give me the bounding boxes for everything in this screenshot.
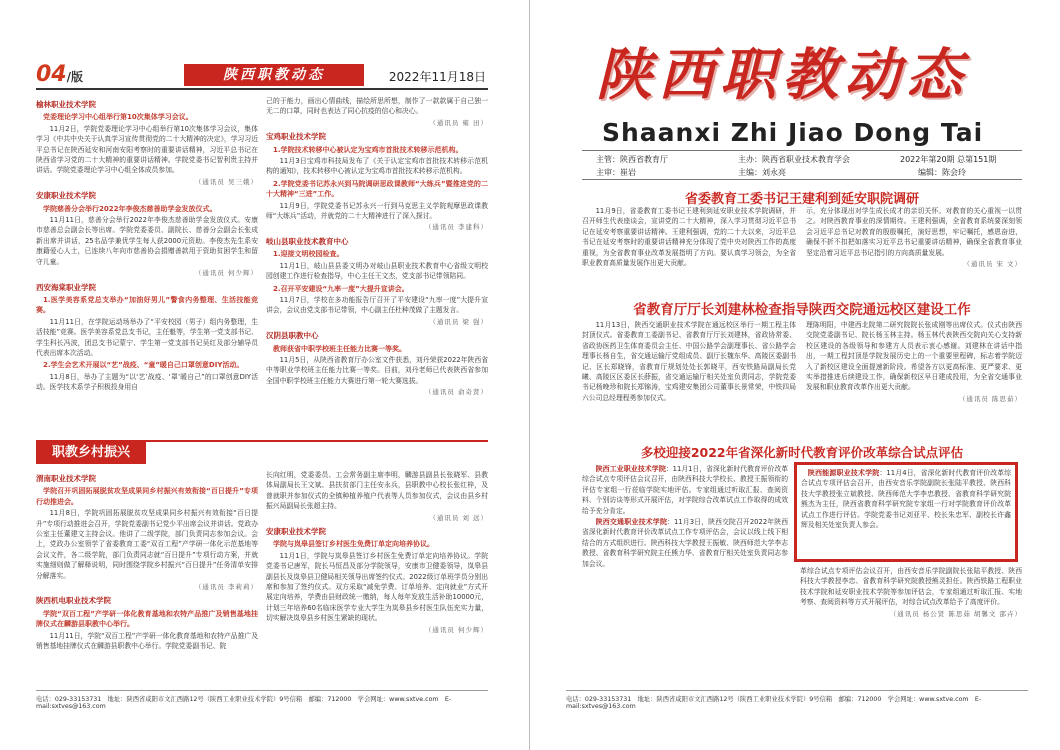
article-column (806, 320, 1022, 438)
school-name: 陕西能源职业技术学院 (807, 469, 880, 477)
school-name: 陕西机电职业技术学院 (36, 596, 111, 606)
article-body: 11月8日，举办了主题为“以‘艺’战疫、‘罩’暖自己”的口罩创意DIY活动。医学技术系学子积极投身用自 (36, 372, 258, 392)
headline: 1.学院技术转移中心被认定为宝鸡市首批技术转移示范机构。 (273, 145, 463, 154)
reporter: （通讯员 李建科） (424, 223, 488, 232)
mini-masthead: 陕西职教动态 (184, 64, 364, 86)
headline: 学院召开巩固拓展脱贫攻坚成果同乡村振兴有效衔接“百日提升”专项行动推进会。 (36, 487, 258, 506)
article-title: 省教育厅厅长刘建林检查指导陕西交院通远校区建设工作 (633, 302, 971, 318)
school-name: 安康职业技术学院 (36, 191, 96, 201)
masthead-title: 陕西职教动态 (596, 42, 968, 108)
reporter: （通讯员 雍 田） (429, 118, 488, 127)
article-body: ：11月4日，省深化新时代教育评价改革综合试点专项评估会召开，由西安音乐学院副院长张陆平教授、陕西科技大学教授张立斌教授、陕西师范大学李忠教授、省教育科学研究院熊杰为主任，陕西省教育科学研究院专家组一行对学院教育评价改革试点工作进行评估。学院党委书记刘亚平、校长朱忠军、副校长许鑫辉及相关处室负责人参会。 (801, 469, 1011, 530)
masthead (596, 36, 1010, 148)
article-body: 理陈明阳，中建西北院第二研究院院长张成刚等出席仪式。仪式由陕西交院党委副书记、院长杨玉林主持。杨玉林代表陕西交院向关心支持新校区建设的各级领导和参建方人员表示衷心感谢。刘建林在讲话中指出，一期工程封顶是学院发展历史上的一个重要里程碑，标志着学院迈入了新校区建设全面提速新阶段。希望各方以更高标准、更严要求、更实举措推进后续建设工作，确保新校区早日建成投用，为全省交通事业发展和职业教育改革作出更大贡献。 (806, 321, 1022, 392)
highlight-box (794, 462, 1018, 562)
school-name: 渭南职业技术学院 (36, 474, 96, 483)
article-body: 11月11日，学院“双百工程”产学研一体化教育基地和农特产品推广及销售基地挂牌仪式在麟游县职教中心举行。学院党委副书记、院 (36, 631, 258, 651)
news-column-2 (266, 96, 488, 436)
school-name: 汉阴县职教中心 (266, 331, 319, 341)
article-title: 多校迎接2022年省深化新时代教育评价改革综合试点评估 (640, 445, 964, 460)
organizer: 主办：陕西省职业技术教育学会 (738, 155, 850, 164)
issue-date: 2022年11月18日 (388, 70, 486, 84)
news-column-3 (36, 470, 258, 685)
school-name: 陕西交通职业技术学院 (595, 518, 668, 527)
masthead-pinyin: Shaanxi Zhi Jiao Dong Tai (602, 118, 984, 147)
page-header (36, 60, 488, 90)
article-body: ：11月1日，省深化新时代教育评价改革综合试点专项评估会议召开，由陕西科技大学校长、教授王振领衔的评估专家组一行莅临学院实地评估。专家组通过听取汇报、查阅资料、个别访谈等形式开展评估，对学院综合改革试点工作取得的成效给予充分肯定。 (582, 465, 788, 515)
article-body: 长向红明，党委委员、工会常务副主席李明，麟游县副县长张晓军、县教体局副局长王文斌、县扶贫部门主任安永兵，县职教中心校长张红梓，及曾就职并参加仪式的全镇种植养殖户代表等人员参加仪式，会议由县乡村振兴局副局长张超主持。 (266, 471, 488, 511)
headline: 2.学生会艺术开展以“艺”战疫、“童”暖自己口罩创意DIY活动。 (43, 361, 244, 370)
article-title: 省委教育工委书记王建利到延安职院调研 (684, 192, 919, 207)
right-page (530, 0, 1060, 750)
reporter: （通讯员 杨公贤 陈思茹 胡馨文 邵卉） (889, 609, 1022, 618)
headline: 学院慈善分会举行2022年李俊杰慈善助学金发放仪式。 (43, 204, 217, 213)
school-name: 宝鸡职业技术学院 (266, 132, 326, 142)
headline: 2.学院党委书记苏永兴到马院调研思政课教师“大练兵”暨推进党的二十大精神“三进”工作。 (266, 179, 488, 199)
section-ribbon (36, 440, 488, 464)
section-title: 职教乡村振兴 (36, 442, 146, 464)
page-footer: 电话：029-33153731 地址：陕西省咸阳市文汇西路12号（陕西工业职业技术学院）9号信箱 邮编：712000 学会网址：www.sxtve.com E-mail:sxtves@163.com (566, 690, 1028, 710)
news-column-4 (266, 470, 488, 685)
headline: 1.迎接文明校园检查。 (273, 250, 344, 259)
article-body: 11月11日，慈善分会举行2022年李俊杰慈善助学金发放仪式。安康市慈善总会副会长等出席。学院党委委员、副院长、慈善分会副会长张成新出席并讲话，25名品学兼优学生每人获2000元资助。李俊杰先生系安康籍爱心人士，已连续八年向市慈善协会捐赠善款用于资助贫困学生和留守儿童。 (36, 216, 258, 266)
chief-editor: 主编：刘永亮 (738, 168, 786, 177)
article-body: 11月1日，学院与岚皋县签订乡村医生免费订单定向培养协议。学院党委书记唐军，院长马恒昌及部分学院领导，安康市卫健委领导，岚皋县副县长及岚皋县卫健局相关领导出席签约仪式。2022级订单班学员分别出席和参加了签约仪式。双方采取“减免学费、订单培养、定向就业”方式开展定向培养，学费由县财政统一缴纳，每人每年发放生活补助10000元，计划三年培养60名临床医学专业大学生为岚皋县乡村医生队伍充实力量，切实解决岚皋县乡村医生紧缺的现状。 (266, 551, 488, 623)
article-body: 示，充分体现出对学生成长成才的亲切关怀。对教育的关心重视一以贯之。对陕西教育事业的深情期待。王建利强调，全省教育系统要深刻领会习近平总书记对教育的殷殷嘱托，演好思想，牢记嘱托，感恩奋进，确保不折不扣把如落实习近平总书记重要讲话精神，确保全省教育事业坚定沿着习近平总书记指引的方向高质量发展。 (806, 207, 1022, 257)
sponsor: 主管：陕西省教育厅 (596, 155, 668, 164)
school-name: 陕西工业职业技术学院 (595, 465, 666, 473)
article-body: 11月8日，学院巩固拓展脱贫攻坚成果同乡村振兴有效衔接“百日提升”专项行动推进会召开，学院党委副书记党少平出席会议并讲话。党政办公室主任董建文主持会议。他讲了二级学院，部门负责同志参加会议。会上，党政办公室领学了省委教育工委“双百工程”产学研一体化示范基地等会议文件，各二级学院，部门负责同志就“百日提升”专项行动方案，并就实施细则做了解释说明，同时围绕学院乡村振兴“百日提升”任务清单安排分解落实。 (36, 509, 258, 580)
reporter: （通讯员 俞奇贤） (424, 388, 488, 397)
editor-in-chief: 主审：崔岩 (596, 168, 636, 177)
reporter: （通讯员 李莉莉） (194, 583, 258, 592)
reporter: （通讯员 何少辉） (424, 625, 488, 634)
article-body: ：11月3日，陕西交院召开2022年陕西省深化新时代教育评价改革试点工作专项评估会，会议以线上线下相结合的方式组织进行。陕西科技大学教授王振敏、陕西师范大学李志教授、省教育科学研究院主任熊力华、省教育厅相关处室负责同志参加会议。 (582, 518, 788, 568)
reporter: （通讯员 梁 强） (429, 317, 488, 326)
article-body: 11月3日宝鸡市科技局发布了《关于认定宝鸡市首批技术转移示范机构的通知》，技术转移中心被认定为宝鸡市首批技术转移示范机构。 (266, 157, 488, 176)
school-name: 安康职业技术学院 (266, 527, 326, 537)
page-number: 04/版 (36, 62, 84, 87)
reporter: （通讯员 陈思茹） (958, 394, 1022, 403)
article-column (582, 206, 796, 292)
reporter: （通讯员 吴三娥） (194, 177, 258, 186)
article-body: 11月7日，学校在多功能报告厅召开了平安建设“九率一度”大提升宣讲会，会议由党支部书记带领，中心副主任杜种茂做了主题发言。 (266, 295, 488, 315)
article-body: 11月11日，在学院运动场举办了“平安校园（男子）组内务整理，生活技能”竞赛。医学美容系党总支书记，主任魁等，学生第一党支部书记、学生科长冯波，团总支书记蒙宁、学生第一党支部书记吴红及部分辅导员代表出席本次活动。 (36, 317, 258, 357)
article-column (806, 206, 1022, 292)
school-name: 榆林职业技术学院 (36, 100, 96, 109)
reporter: （通讯员 宋 文） (963, 260, 1022, 269)
article-body: 11月9日，学院党委书记苏永兴一行到马克思主义学院观摩思政课教师“大练兵”活动，并就党的二十大精神进行了深入探讨。 (266, 201, 488, 221)
article-body: 11月2日，学院党委理论学习中心组举行第10次集体学习会议，集体学习《中共中央关于认真学习宣传贯彻党的二十大精神的决定》，学习习近平总书记在陕西延安和河南安阳考察时的重要讲话精神，习近平总书记在陕西省学习党的二十大精神的重要讲话精神。学院党委书记智利贵主持并讲话。学院党委理论学习中心组全体成员参加。 (36, 124, 258, 175)
page-footer: 电话：029-33153731 地址：陕西省咸阳市文汇西路12号（陕西工业职业技术学院）9号信箱 邮编：712000 学会网址：www.sxtve.com E-mail:sxtves@163.com (36, 690, 488, 710)
headline: 2.召开平安建设“九率一度”大提升宣讲会。 (273, 284, 409, 293)
info-bar (582, 150, 1022, 180)
article-column (582, 320, 796, 438)
article-body: 革综合试点专项评估会议召开，由西安音乐学院副院长张陆平教授、陕西科技大学教授李忠、省教育科学研究院教授熊灵担任。陕西铁路工程职业技术学院和延安职业技术学院等参加评估会，专家组通过听取汇报、实地考察、查阅资料等方式开展评估，对综合试点改革给予了高度评价。 (800, 567, 1022, 607)
headline: 教师获省中职学校班主任能力比赛一等奖。 (273, 344, 406, 353)
article-column (582, 464, 788, 686)
issue-number: 2022年第20期 总第151期 (900, 155, 997, 164)
school-name: 西安海棠职业学院 (36, 282, 96, 292)
editor: 编辑：陈会玲 (918, 168, 966, 177)
school-name: 岐山县职业技术教育中心 (266, 236, 349, 246)
reporter: （通讯员 刘 远） (429, 513, 488, 522)
headline: 党委理论学习中心组举行第10次集体学习会议。 (43, 113, 193, 122)
reporter: （通讯员 何少辉） (194, 269, 258, 278)
article-body: 11月5日，从陕西省教育厅办公室文件获悉，刘丹荣获2022年陕西省中等职业学校班主任能力比赛一等奖。目前，刘丹老师已代表陕西省参加全国中职学校班主任能力大赛进行第一轮大赛选拔。 (266, 355, 488, 385)
headline: 1.医学美容系党总支举办“加油好男儿”警食内务整理、生活技能竞赛。 (36, 295, 258, 315)
article-body: 己的于能力，画出心情曲线，描绘所思所想，制作了一款款属于自己独一无二的口罩，同时也表达了同心抗疫的信心和决心。 (266, 97, 488, 116)
article-column (800, 566, 1022, 686)
article-body: 11月1日，岐山县县委文明办对岐山县职业技术教育中心省级文明校园创建工作进行检查指导，中心主任王文杰，党支部书记带领陪同。 (266, 261, 488, 281)
headline: 学院“双百工程”产学研一体化教育基地和农特产品推广及销售基地挂牌仪式在麟游县职教中心举行。 (36, 609, 258, 629)
article-body: 11月9日，省委教育工委书记王建利到延安职业技术学院调研，并召开师生代表座谈会，宣讲党的二十大精神，深入学习贯彻习近平总书记在延安考察重要讲话精神。王建利强调，党的二十大以来，习近平总书记在延安考察时的重要讲话精神充分体现了党中央对陕西工作的高度重视，为全省教育事业改革发展指明了方向。要认真学习领会，为全省职业教育高质量发展作出更大贡献。 (582, 207, 796, 268)
article-body: 11月13日，陕西交通职业技术学院在通远校区举行一期工程主体封顶仪式。省委教育工委副书记、省教育厅厅长刘建林，省政协常委、省政协医药卫生体育委员会主任、中国公路学会副理事长、省公路学会理事长杨自生，省交通运输厅党组成员、副厅长魏东华、高陵区委副书记、区长郑晓锋，省教育厅规划处处长郭晓平，西安铁路局副局长党曦、高陵区区委区长薛振，省交通运输厅相关处室负责同志，学院党委书记杨晚珍和院长郑锦涛，宝鸡建安集团公司董事长景常荣，中铁四局六公司总经理程勇参加仪式。 (582, 321, 796, 402)
highlighted-article (801, 468, 1011, 556)
news-column-1 (36, 96, 258, 436)
headline: 学院与岚皋县签订乡村医生免费订单定向培养协议。 (273, 540, 434, 549)
